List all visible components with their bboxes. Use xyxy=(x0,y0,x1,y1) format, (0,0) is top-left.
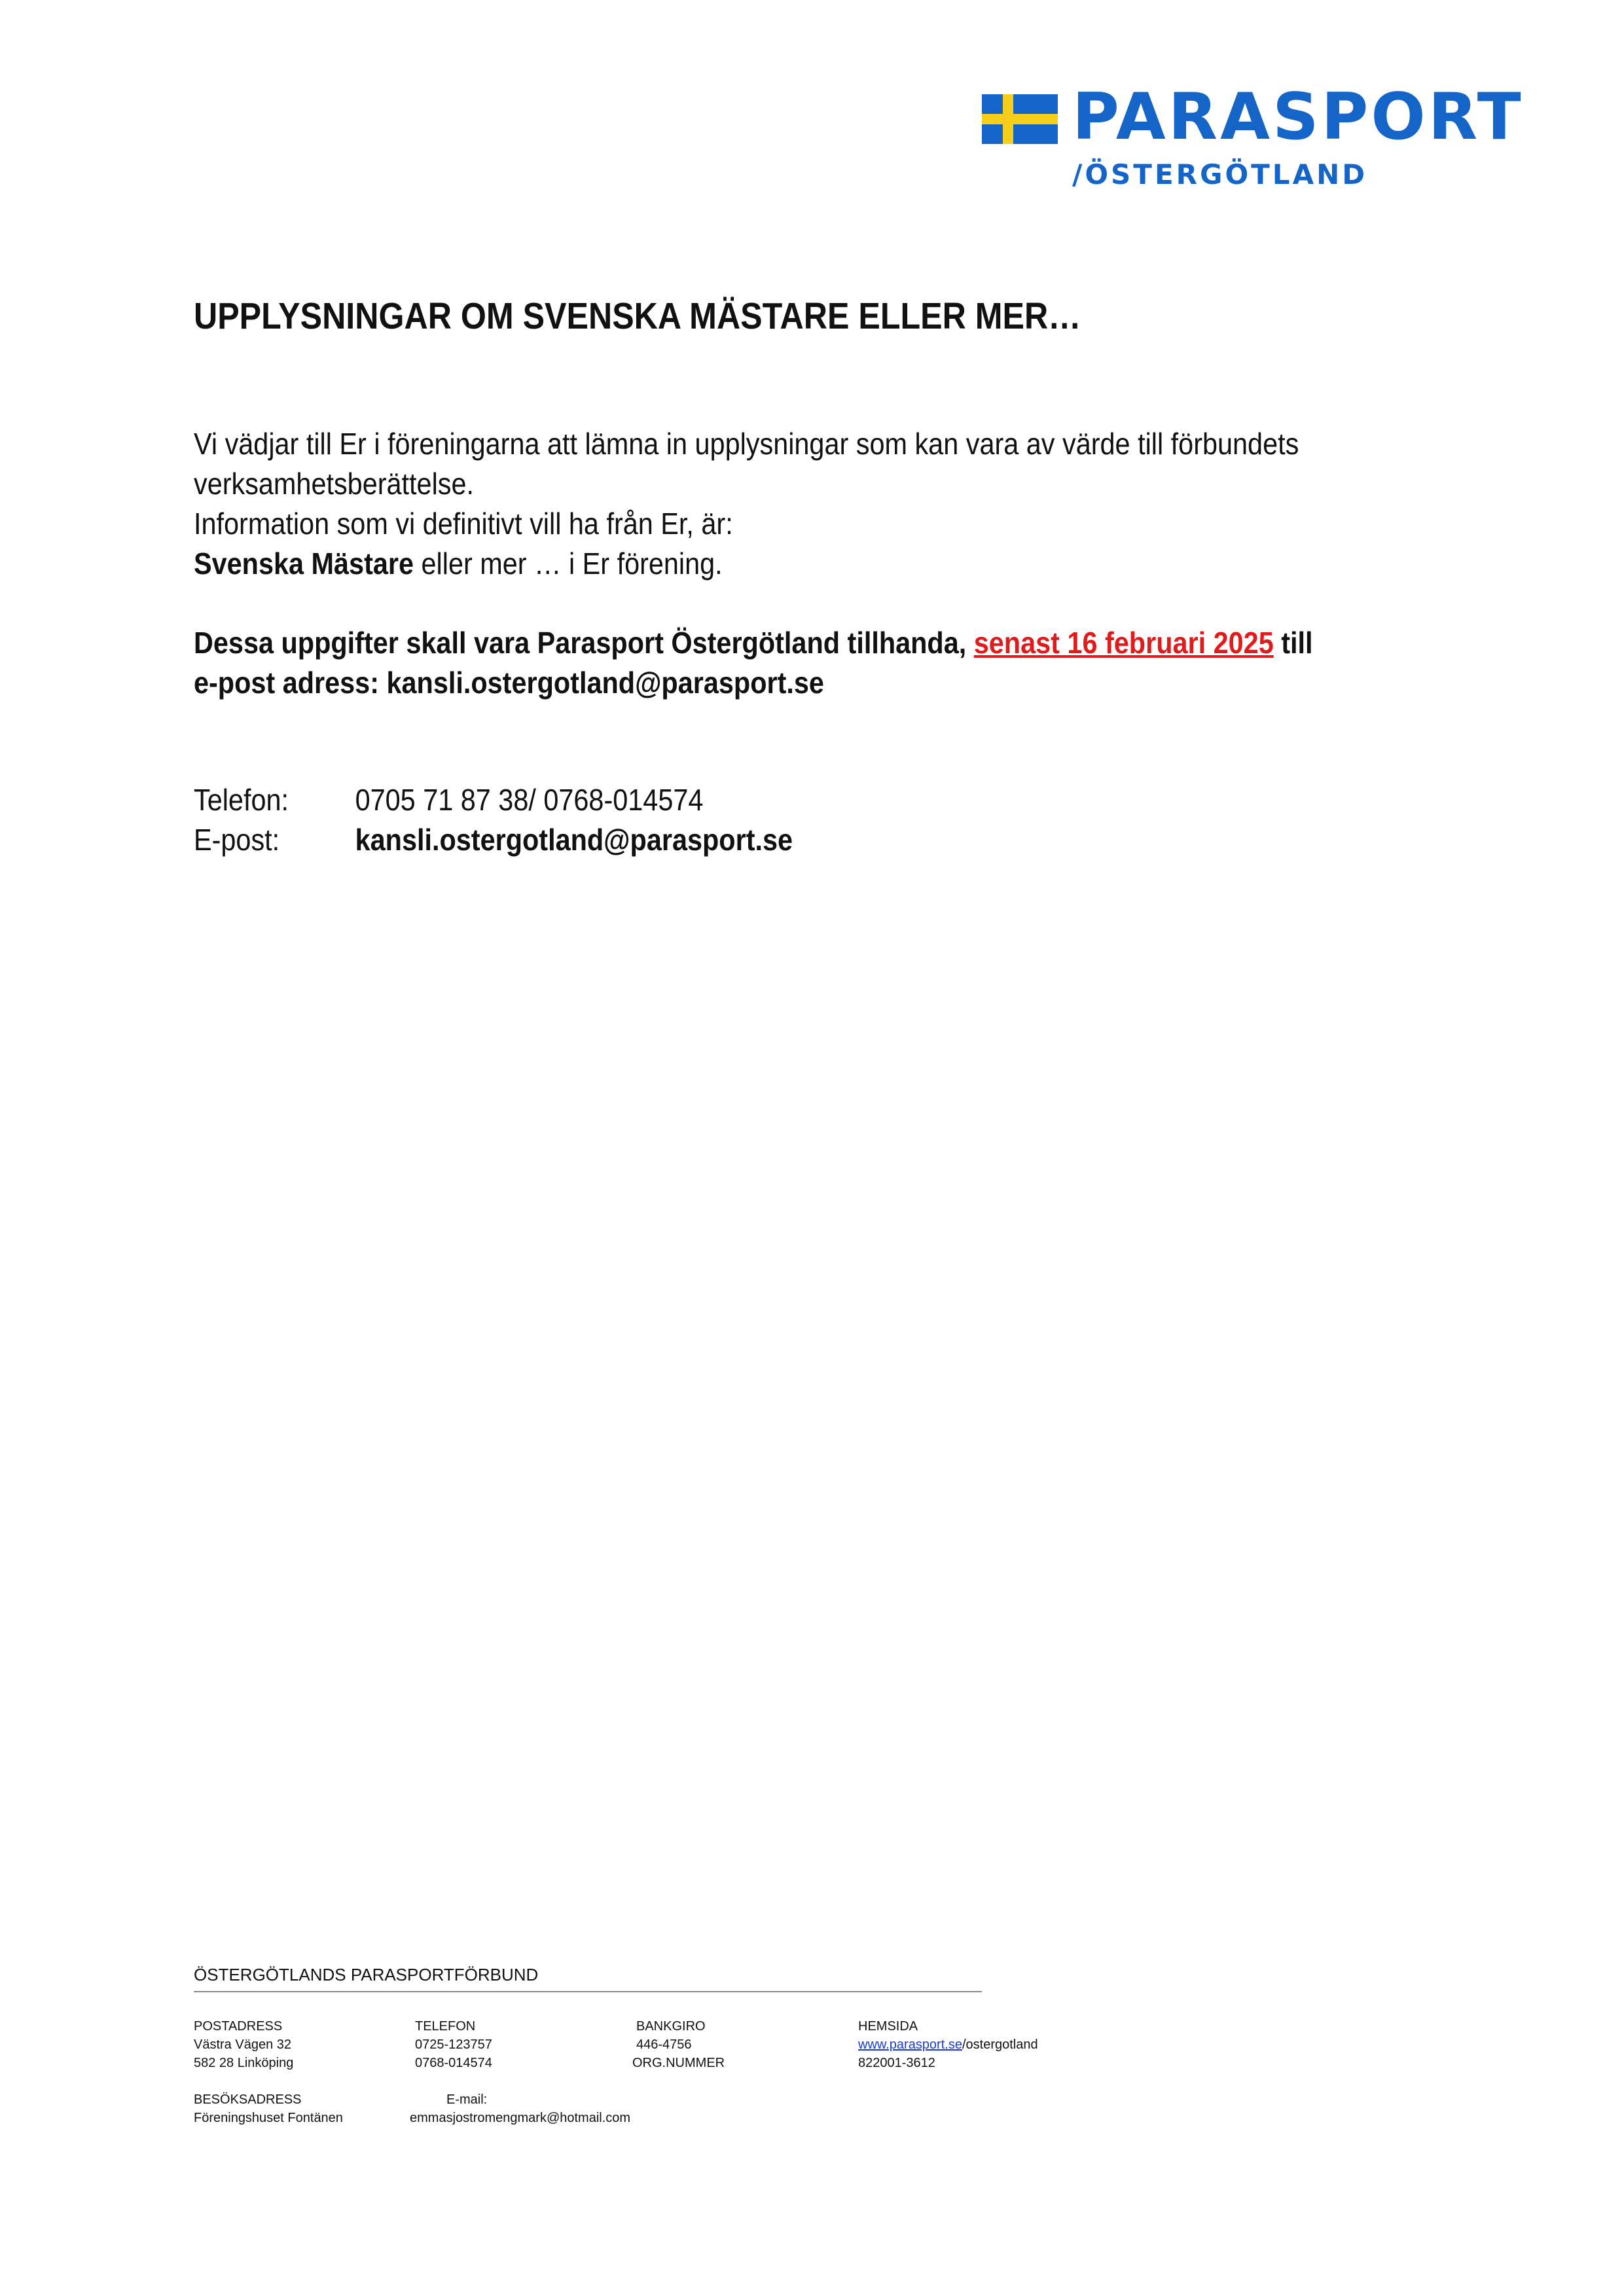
deadline-suffix: till xyxy=(1273,626,1313,660)
telefon-line-1: 0725-123757 xyxy=(415,2037,492,2052)
deadline-date: senast 16 februari 2025 xyxy=(973,626,1274,660)
bankgiro-line-1: 446-4756 xyxy=(636,2037,692,2052)
hemsida-line-2: 822001-3612 xyxy=(858,2056,935,2070)
deadline-line-2: e-post adress: kansli.ostergotland@parasport.se xyxy=(194,666,824,700)
besok-line-1: Föreningshuset Fontänen xyxy=(194,2111,343,2125)
besok-header: BESÖKSADRESS xyxy=(194,2092,302,2107)
email-value[interactable]: kansli.ostergotland@parasport.se xyxy=(355,823,793,857)
deadline-prefix: Dessa uppgifter skall vara Parasport Östergötland tillhanda, xyxy=(194,626,974,660)
footer-besoksadress xyxy=(194,2090,343,2127)
footer-telefon xyxy=(415,2017,492,2072)
footer-divider xyxy=(194,1991,982,1992)
phone-label: Telefon: xyxy=(194,783,289,817)
footer-email xyxy=(410,2090,630,2127)
footer-hemsida xyxy=(858,2017,1038,2072)
swedish-flag-icon xyxy=(982,94,1058,144)
intro-rest: eller mer … i Er förening. xyxy=(414,547,723,581)
hemsida-line-1 xyxy=(858,2036,1038,2054)
telefon-line-2: 0768-014574 xyxy=(415,2056,492,2070)
page-title: UPPLYSNINGAR OM SVENSKA MÄSTARE ELLER MER… xyxy=(194,295,1081,337)
email-label: E-post: xyxy=(194,823,280,857)
intro-line-4 xyxy=(194,544,1313,584)
email-header: E-mail: xyxy=(446,2092,488,2107)
email-row xyxy=(194,820,793,860)
phone-value: 0705 71 87 38/ 0768-014574 xyxy=(355,783,704,817)
footer-org-name: ÖSTERGÖTLANDS PARASPORTFÖRBUND xyxy=(194,1965,539,1984)
bankgiro-line-2: ORG.NUMMER xyxy=(632,2056,725,2070)
footer-bankgiro xyxy=(632,2017,725,2072)
logo-region: /ÖSTERGÖTLAND xyxy=(1072,158,1368,190)
postadress-line-2: 582 28 Linköping xyxy=(194,2056,294,2070)
hemsida-header: HEMSIDA xyxy=(858,2019,918,2034)
postadress-line-1: Västra Vägen 32 xyxy=(194,2037,291,2052)
phone-row xyxy=(194,780,793,820)
deadline-text xyxy=(194,623,1437,703)
hemsida-link-rest: /ostergotland xyxy=(962,2037,1038,2052)
intro-line-1: Vi vädjar till Er i föreningarna att lämna in upplysningar som kan vara av värde till förbundets xyxy=(194,427,1299,461)
postadress-header: POSTADRESS xyxy=(194,2019,283,2034)
footer-email-value[interactable]: emmasjostromengmark@hotmail.com xyxy=(410,2111,631,2125)
intro-line-2: verksamhetsberättelse. xyxy=(194,467,474,501)
logo-name: PARASPORT xyxy=(1072,80,1524,154)
bankgiro-header: BANKGIRO xyxy=(636,2019,706,2034)
intro-line-3: Information som vi definitivt vill ha från Er, är: xyxy=(194,507,733,541)
intro-text xyxy=(194,424,1437,584)
hemsida-link[interactable]: www.parasport.se xyxy=(858,2037,962,2052)
intro-bold-phrase: Svenska Mästare xyxy=(194,547,414,581)
parasport-logo xyxy=(982,80,1524,196)
contact-block xyxy=(194,780,859,860)
footer-postadress xyxy=(194,2017,293,2072)
deadline-line-1 xyxy=(194,623,1313,663)
telefon-header: TELEFON xyxy=(415,2019,476,2034)
